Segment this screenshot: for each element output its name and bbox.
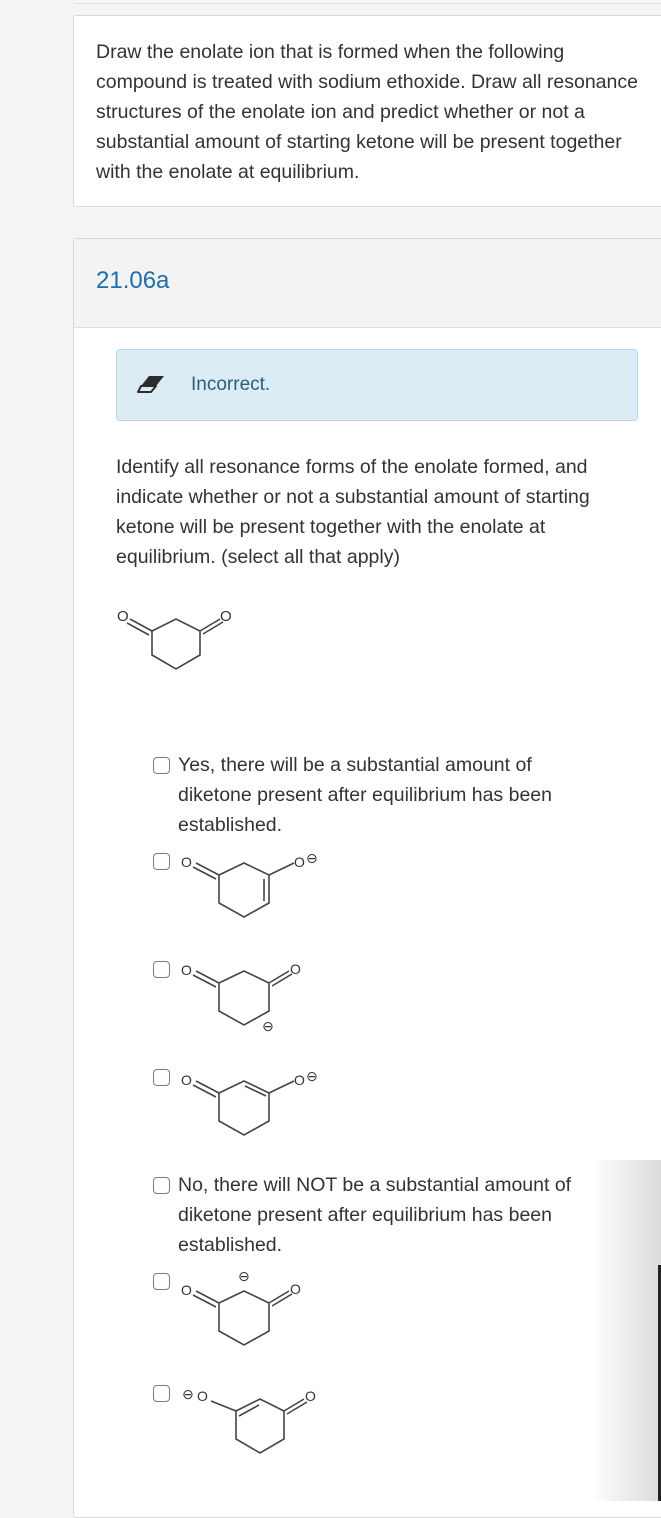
negative-charge-icon: ⊖ — [306, 850, 318, 866]
feedback-status: Incorrect. — [191, 374, 271, 395]
negative-charge-icon: ⊖ — [306, 1068, 318, 1084]
oxygen-label: O — [181, 962, 192, 978]
choice-checkbox-no[interactable] — [153, 1177, 170, 1194]
oxygen-label: O — [290, 1281, 301, 1297]
part-card — [73, 238, 661, 1518]
starting-diketone-structure — [114, 599, 254, 679]
part-header — [74, 239, 661, 328]
negative-charge-icon: ⊖ — [238, 1268, 250, 1284]
enolate-resonance-structure-1 — [176, 847, 376, 947]
choice-checkbox-structure-1[interactable] — [153, 853, 170, 870]
oxygen-label: O — [181, 1282, 192, 1298]
question-text: Draw the enolate ion that is formed when the following compound is treated with sodium ethoxide. Draw all resonance structures of the enolate ion and predict whether or not a substantial amount of starting ketone will be present together with the enolate at equilibrium. — [96, 41, 638, 183]
oxygen-label: O — [181, 1072, 192, 1088]
choice-label-no: No, there will NOT be a substantial amount of diketone present after equilibrium has been established. — [178, 1174, 572, 1256]
choice-checkbox-structure-5[interactable] — [153, 1385, 170, 1402]
enolate-resonance-structure-4 — [176, 1263, 376, 1373]
question-prompt: Identify all resonance forms of the enolate formed, and indicate whether or not a substantial amount of starting ketone will be present together with the enolate at equilibrium. (select all that apply) — [116, 456, 590, 568]
choice-checkbox-yes[interactable] — [153, 757, 170, 774]
oxygen-label: O — [117, 608, 129, 625]
choice-checkbox-structure-2[interactable] — [153, 961, 170, 978]
eraser-icon — [137, 372, 167, 401]
feedback-banner — [116, 349, 638, 421]
choice-label-yes: Yes, there will be a substantial amount of diketone present after equilibrium has been established. — [178, 754, 552, 836]
negative-charge-icon: ⊖ — [262, 1018, 274, 1034]
question-card — [73, 15, 661, 207]
enolate-resonance-structure-2 — [176, 957, 376, 1057]
enolate-resonance-structure-3 — [176, 1065, 376, 1165]
choice-checkbox-structure-4[interactable] — [153, 1273, 170, 1290]
oxygen-label: O — [220, 608, 232, 625]
oxygen-label: O — [197, 1388, 208, 1404]
enolate-resonance-structure-5 — [176, 1379, 376, 1479]
left-gutter — [0, 0, 74, 1501]
oxygen-label: O — [181, 854, 192, 870]
choice-checkbox-structure-3[interactable] — [153, 1069, 170, 1086]
oxygen-label: O — [294, 854, 305, 870]
negative-charge-icon: ⊖ — [182, 1386, 194, 1402]
oxygen-label: O — [290, 961, 301, 977]
oxygen-label: O — [305, 1388, 316, 1404]
top-divider — [74, 3, 661, 4]
part-title[interactable]: 21.06a — [96, 267, 170, 294]
oxygen-label: O — [294, 1072, 305, 1088]
